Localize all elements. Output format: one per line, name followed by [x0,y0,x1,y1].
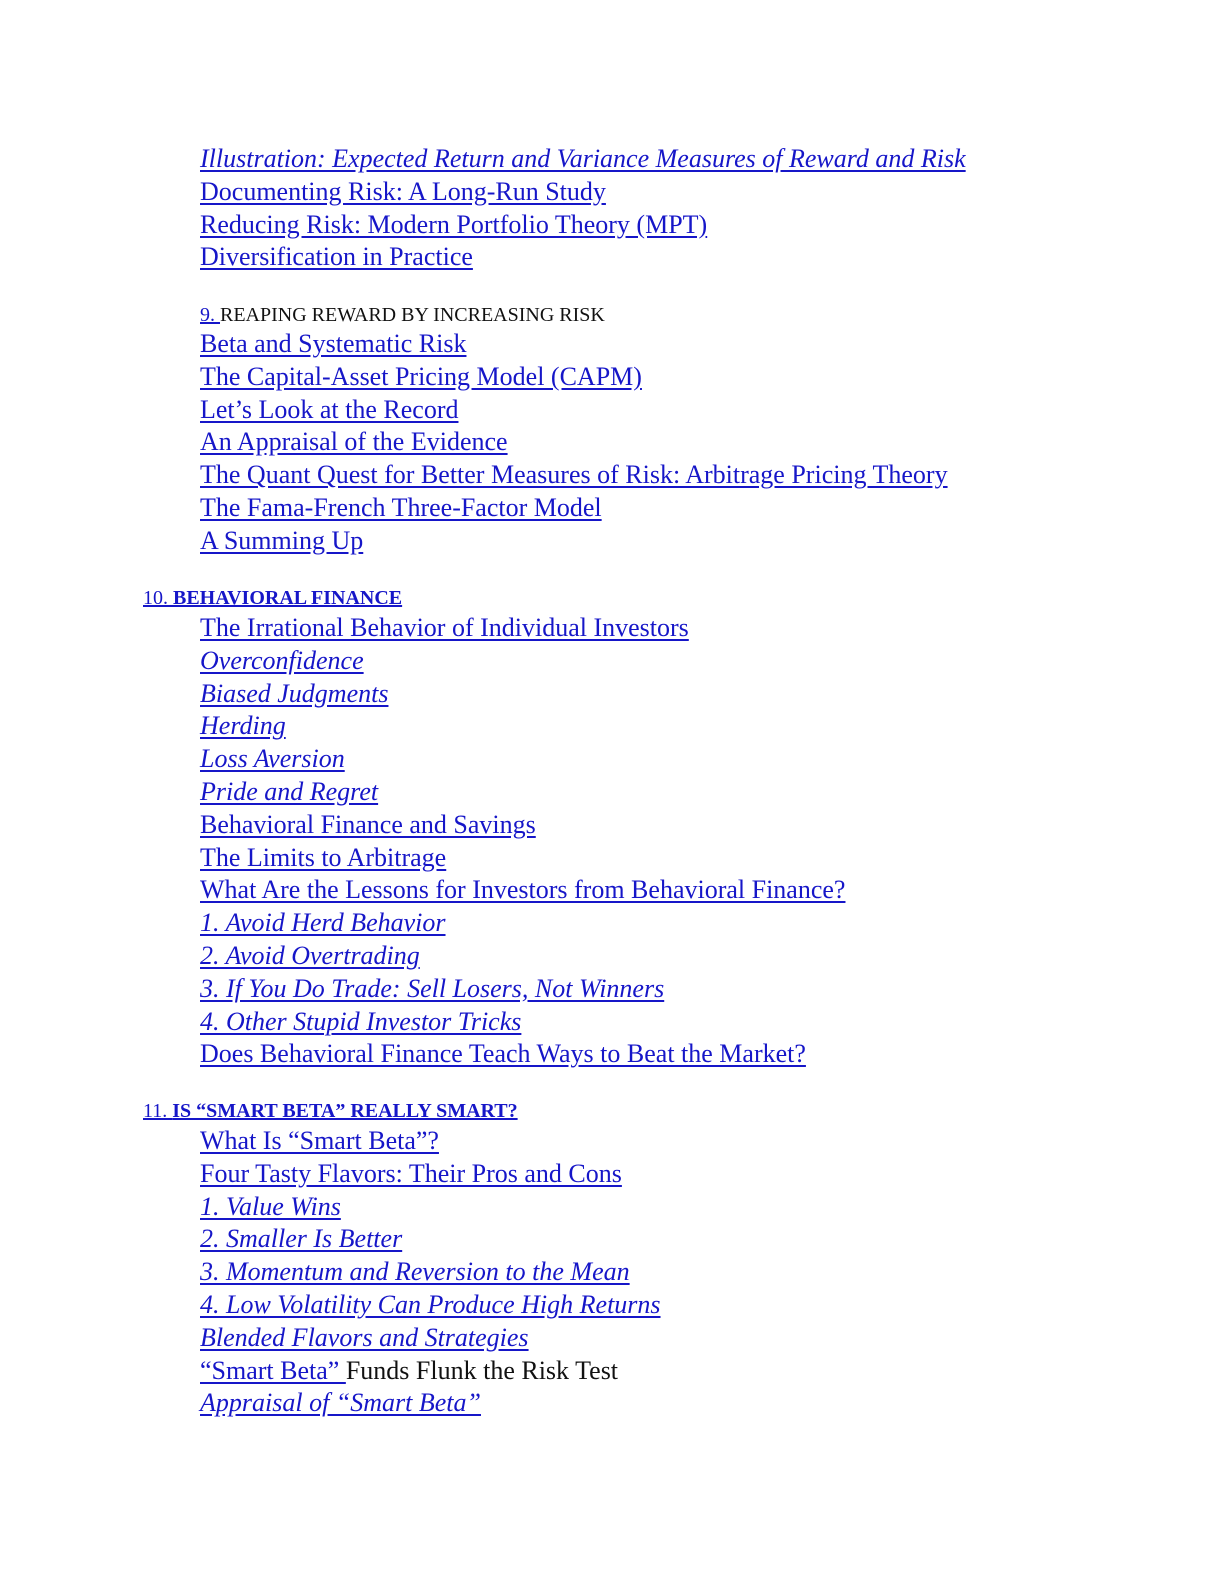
toc-entry [200,1006,845,1039]
toc-entry [200,710,845,743]
toc-entry-link[interactable]: The Limits to Arbitrage [200,842,447,872]
chapter-9-entries [200,328,948,558]
toc-entry [200,525,948,558]
toc-entry [200,492,948,525]
toc-entry-link[interactable]: Reducing Risk: Modern Portfolio Theory (MPT) [200,209,708,239]
toc-entry-link[interactable]: 2. Smaller Is Better [200,1224,403,1254]
chapter-11-number-link[interactable]: 11. [143,1100,173,1122]
toc-entry [200,209,966,242]
toc-entry [200,743,845,776]
chapter-10-entries [200,612,845,1071]
toc-entry-link[interactable]: Diversification in Practice [200,242,473,272]
toc-entry-link[interactable]: Beta and Systematic Risk [200,329,467,358]
chapter-10-title-link[interactable]: BEHAVIORAL FINANCE [173,587,403,609]
toc-entry [200,973,845,1006]
toc-entry-link[interactable]: Biased Judgments [200,678,389,708]
toc-entry-link[interactable]: 4. Other Stupid Investor Tricks [200,1006,522,1036]
toc-group-continued [200,143,966,274]
toc-entry [200,394,948,427]
toc-entry [200,940,845,973]
toc-entry-link[interactable]: “Smart Beta” [200,1355,346,1385]
toc-entry-link[interactable]: The Capital-Asset Pricing Model (CAPM) [200,361,642,391]
toc-entry [200,459,948,492]
toc-entry [200,645,845,678]
toc-entry [200,907,845,940]
toc-entry [200,1158,661,1191]
toc-entry-link[interactable]: Does Behavioral Finance Teach Ways to Beat the Market? [200,1039,806,1069]
toc-entry-link[interactable]: Loss Aversion [200,744,345,774]
toc-entry-link[interactable]: Let’s Look at the Record [200,394,459,424]
toc-entry-link[interactable]: What Is “Smart Beta”? [200,1126,439,1155]
toc-entry-link[interactable]: 3. If You Do Trade: Sell Losers, Not Winners [200,973,665,1003]
toc-entry-link[interactable]: Blended Flavors and Strategies [200,1322,529,1352]
toc-entry-link[interactable]: 2. Avoid Overtrading [200,940,420,970]
chapter-11-heading [143,1098,518,1124]
toc-entry [200,1387,661,1420]
toc-entry-link[interactable]: What Are the Lessons for Investors from Behavioral Finance? [200,875,846,905]
toc-entry [200,426,948,459]
toc-entry [200,1038,845,1071]
toc-entry-link[interactable]: The Quant Quest for Better Measures of Risk: Arbitrage Pricing Theory [200,460,948,490]
toc-entry-link[interactable]: Behavioral Finance and Savings [200,809,536,839]
toc-entry-link[interactable]: The Irrational Behavior of Individual Investors [200,613,689,642]
chapter-9-heading [200,302,605,328]
toc-entry [200,1289,661,1322]
toc-entry [200,241,966,274]
toc-entry-link[interactable]: An Appraisal of the Evidence [200,427,508,457]
toc-entry-link[interactable]: Overconfidence [200,645,364,675]
toc-entry-link[interactable]: 4. Low Volatility Can Produce High Returns [200,1289,661,1319]
chapter-10-heading [143,585,402,611]
toc-entry-link[interactable]: Documenting Risk: A Long-Run Study [200,176,606,206]
chapter-11-entries [200,1125,661,1420]
toc-entry-link[interactable]: Four Tasty Flavors: Their Pros and Cons [200,1158,622,1188]
chapter-11-title-link[interactable]: IS “SMART BETA” REALLY SMART? [172,1100,518,1122]
toc-entry-link[interactable]: Illustration: Expected Return and Variance Measures of Reward and Risk [200,144,966,173]
toc-entry [200,1322,661,1355]
toc-entry [200,328,948,361]
chapter-9-title: REAPING REWARD BY INCREASING RISK [220,304,605,326]
toc-entry [200,1256,661,1289]
toc-entry-link[interactable]: 1. Value Wins [200,1191,341,1221]
toc-entry [200,176,966,209]
toc-entry-text: Funds Flunk the Risk Test [345,1355,619,1385]
toc-entry [200,1125,661,1158]
toc-entry [200,776,845,809]
toc-entry [200,809,845,842]
toc-entry [200,143,966,176]
toc-entry-link[interactable]: Herding [200,711,286,741]
toc-entry [200,361,948,394]
chapter-10-number-link[interactable]: 10. [143,587,173,609]
toc-entry [200,678,845,711]
toc-entry-link[interactable]: Pride and Regret [200,776,379,806]
toc-entry [200,1191,661,1224]
toc-entry-link[interactable]: A Summing Up [200,525,364,555]
toc-entry [200,842,845,875]
toc-entry-link[interactable]: The Fama-French Three-Factor Model [200,492,602,522]
toc-entry [200,1355,661,1388]
toc-entry-link[interactable]: Appraisal of “Smart Beta” [200,1388,481,1418]
toc-entry-link[interactable]: 1. Avoid Herd Behavior [200,908,446,938]
toc-entry [200,612,845,645]
toc-entry [200,1223,661,1256]
toc-entry-link[interactable]: 3. Momentum and Reversion to the Mean [200,1257,630,1287]
toc-entry [200,874,845,907]
chapter-9-number-link[interactable]: 9. [200,304,220,326]
